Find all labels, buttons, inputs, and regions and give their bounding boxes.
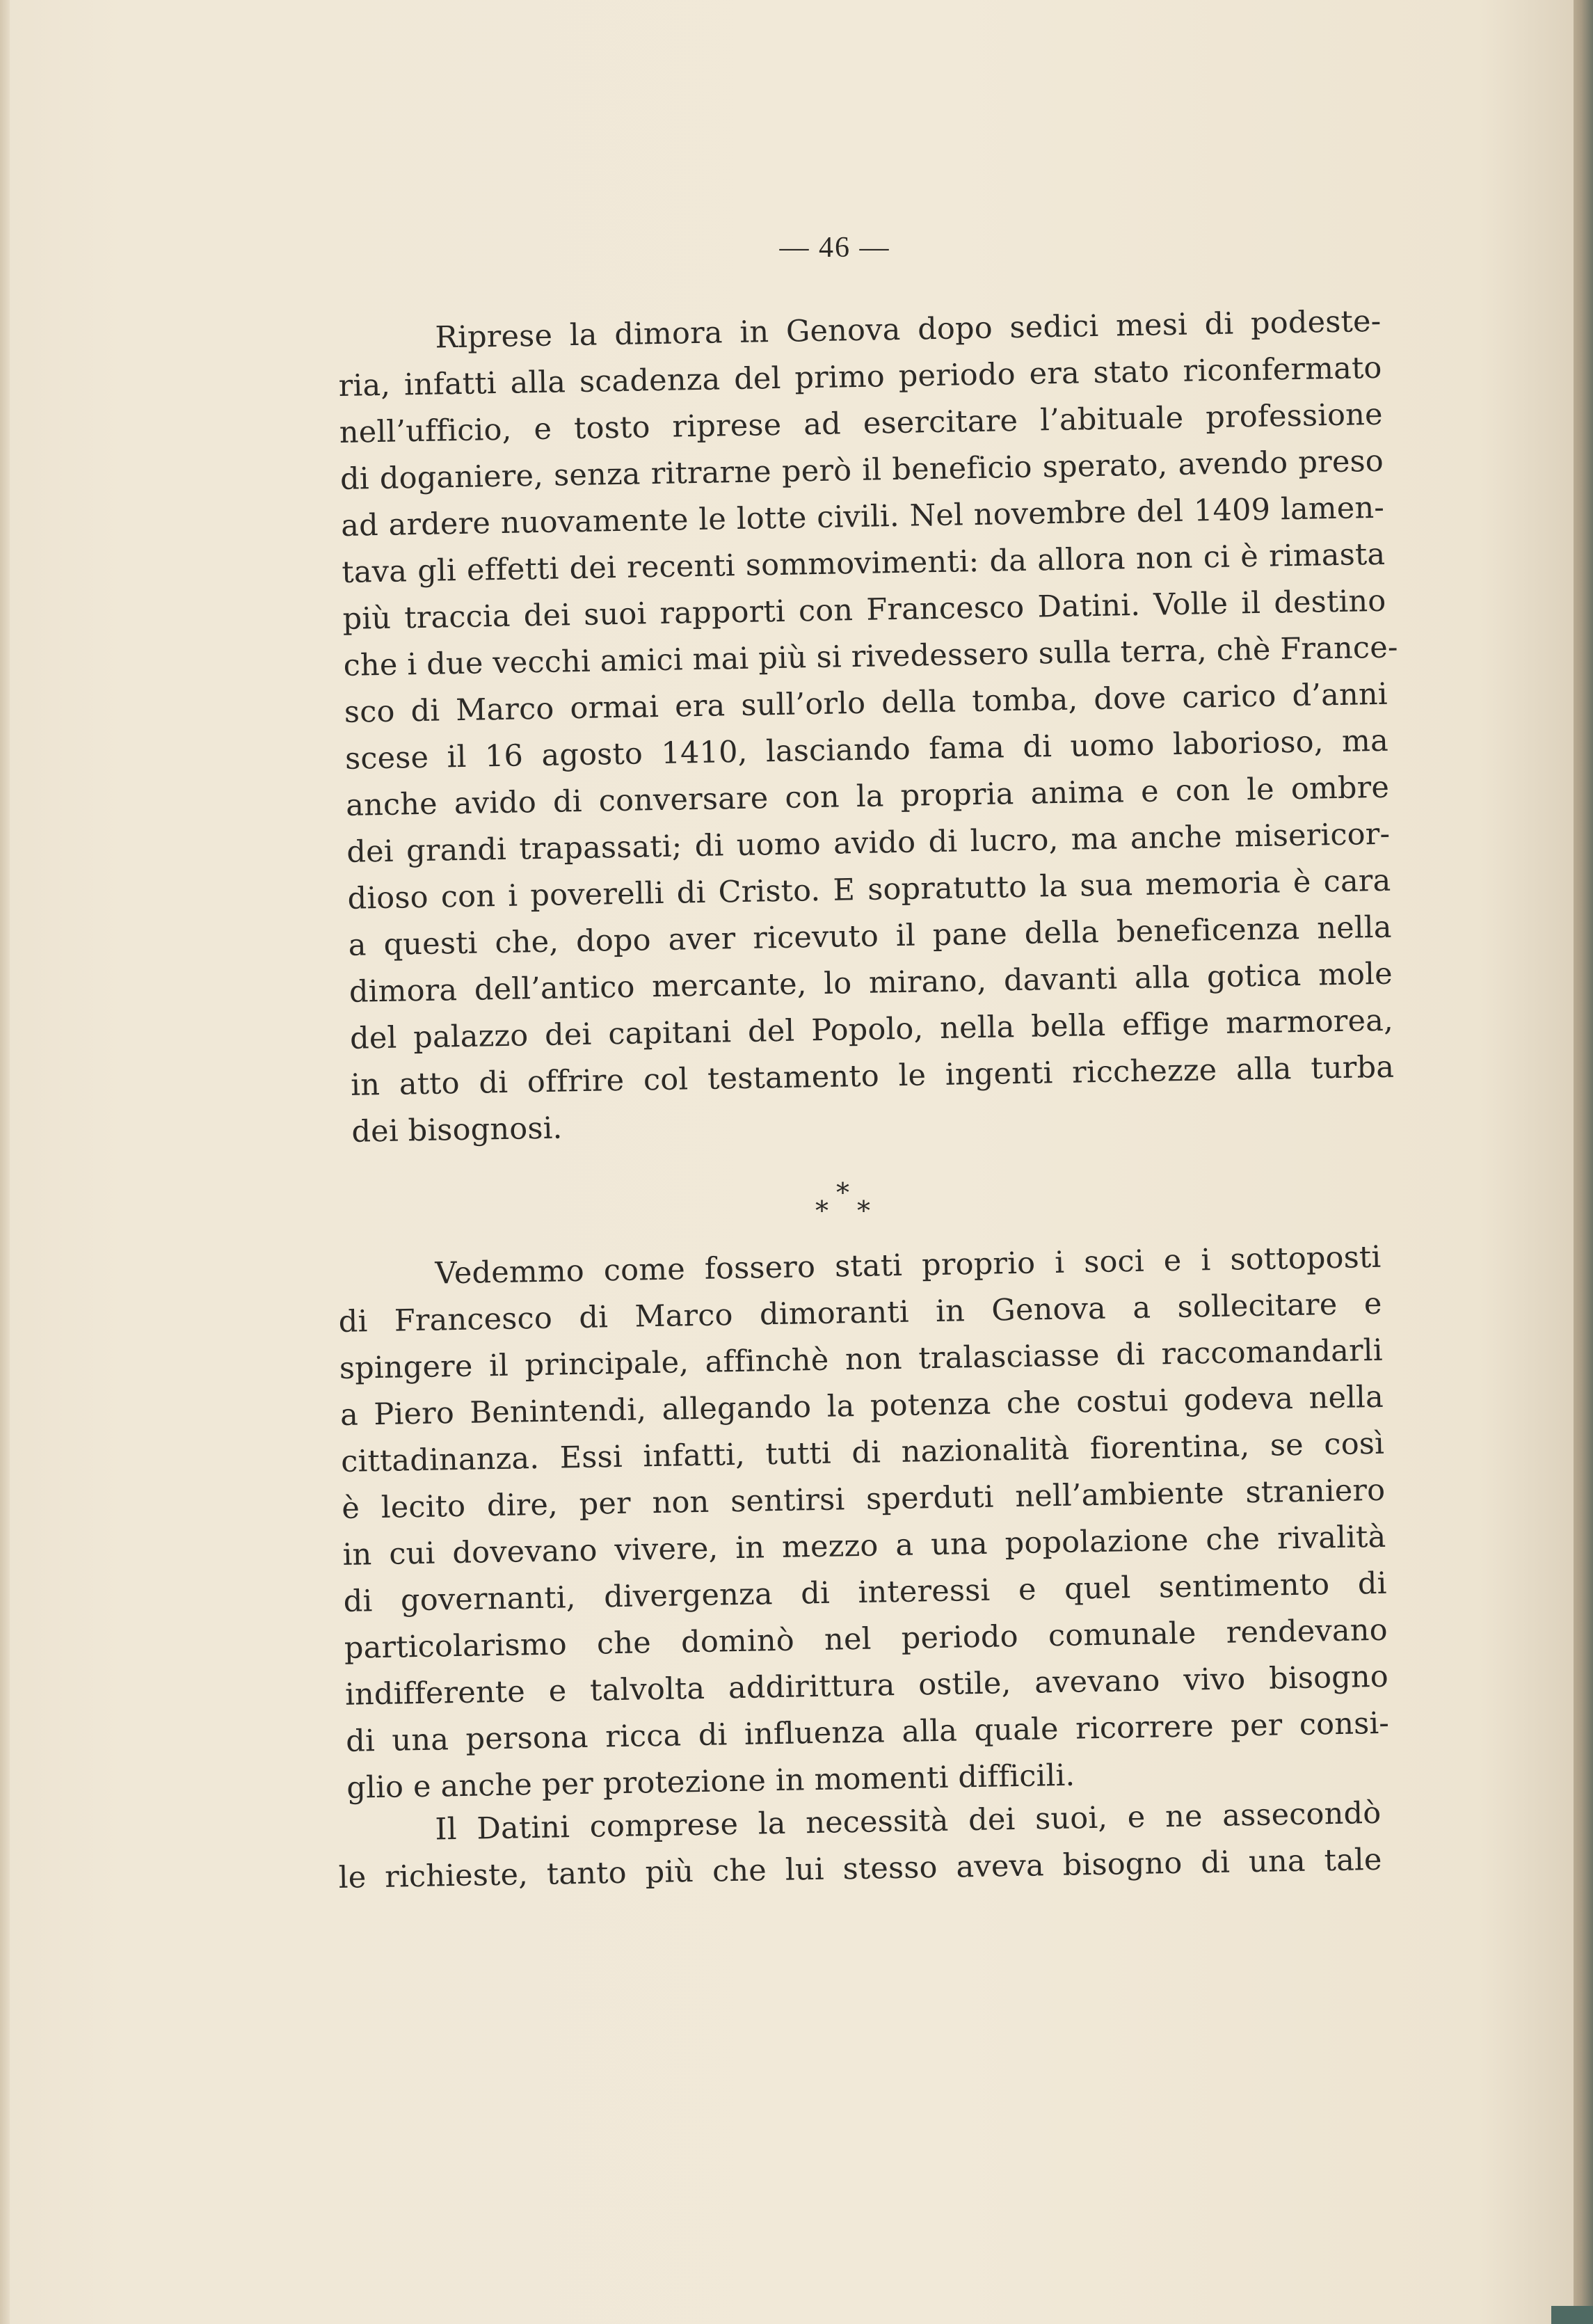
text-line: glio e anche per protezione in momenti difficili. (346, 1758, 1075, 1806)
text-line: nell’ufficio, e tosto riprese ad esercitare l’abituale professione (339, 397, 1384, 450)
text-line: Riprese la dimora in Genova dopo sedici mesi di podeste- (435, 303, 1382, 356)
text-line: di governanti, divergenza di interessi e quel sentimento di (343, 1566, 1387, 1619)
text-line: dei bisognosi. (351, 1111, 563, 1149)
text-line: è lecito dire, per non sentirsi sperduti nell’ambiente straniero (341, 1472, 1386, 1526)
paragraph-3 (337, 1790, 1382, 1902)
text-line: ad ardere nuovamente le lotte civili. Nel novembre del 1409 lamen- (340, 490, 1385, 543)
text-line: di Francesco di Marco dimoranti in Genova a sollecitare e (338, 1286, 1382, 1339)
text-line: tava gli effetti dei recenti sommovimenti: da allora non ci è rimasta (341, 536, 1386, 590)
text-line: in cui dovevano vivere, in mezzo a una popolazione che rivalità (342, 1519, 1386, 1573)
book-cover-corner (1551, 2306, 1593, 2324)
text-line: particolarismo che dominò nel periodo comunale rendevano (344, 1612, 1388, 1666)
text-line: sco di Marco ormai era sull’orlo della tomba, dove carico d’anni (344, 676, 1388, 730)
book-cover-edge (1574, 0, 1593, 2324)
text-line: dimora dell’antico mercante, lo mirano, davanti alla gotica mole (349, 956, 1393, 1010)
text-line: anche avido di conversare con la propria anima e con le ombre (345, 770, 1390, 823)
asterisk-left: * (815, 1195, 828, 1226)
text-line: spingere il principale, affinchè non tralasciasse di raccomandarli (339, 1332, 1384, 1386)
text-line: Il Datini comprese la necessità dei suoi, e ne assecondò (435, 1795, 1382, 1847)
text-line: di una persona ricca di influenza alla quale ricorrere per consi- (345, 1705, 1390, 1759)
text-line: di doganiere, senza ritrarne però il beneficio sperato, avendo preso (339, 443, 1384, 497)
text-line: dei grandi trapassati; di uomo avido di lucro, ma anche misericor- (346, 816, 1391, 870)
text-line: a questi che, dopo aver ricevuto il pane della beneficenza nella (348, 909, 1392, 963)
text-line: più traccia dei suoi rapporti con Francesco Datini. Volle il destino (342, 583, 1386, 637)
text-line: in atto di offrire col testamento le ingenti ricchezze alla turba (350, 1049, 1395, 1103)
text-line: a Piero Benintendi, allegando la potenza che costui godeva nella (339, 1379, 1384, 1433)
text-line: cittadinanza. Essi infatti, tutti di nazionalità fiorentina, se così (340, 1426, 1385, 1479)
text-line: del palazzo dei capitani del Popolo, nella bella effige marmorea, (349, 1003, 1394, 1056)
text-line: dioso con i poverelli di Cristo. E sopratutto la sua memoria è cara (347, 863, 1391, 916)
page-number: — 46 — (779, 232, 890, 264)
text-line: indifferente e talvolta addirittura ostile, avevano vivo bisogno (344, 1659, 1389, 1712)
text-line: le richieste, tanto più che lui stesso aveva bisogno di una tale (338, 1842, 1382, 1895)
asterisk-top: * (836, 1177, 849, 1208)
text-line: scese il 16 agosto 1410, lasciando fama di uomo laborioso, ma (344, 723, 1389, 777)
asterisk-right: * (857, 1195, 870, 1226)
text-line: ria, infatti alla scadenza del primo periodo era stato riconfermato (338, 350, 1382, 404)
text-line: che i due vecchi amici mai più si rivedessero sulla terra, chè France- (343, 630, 1399, 683)
text-line: Vedemmo come fossero stati proprio i soci e i sottoposti (435, 1239, 1382, 1291)
page-left-edge (0, 0, 10, 2324)
paragraph-2 (337, 1234, 1391, 1812)
paragraph-1 (337, 299, 1399, 1156)
section-separator-asterism (793, 1177, 897, 1233)
